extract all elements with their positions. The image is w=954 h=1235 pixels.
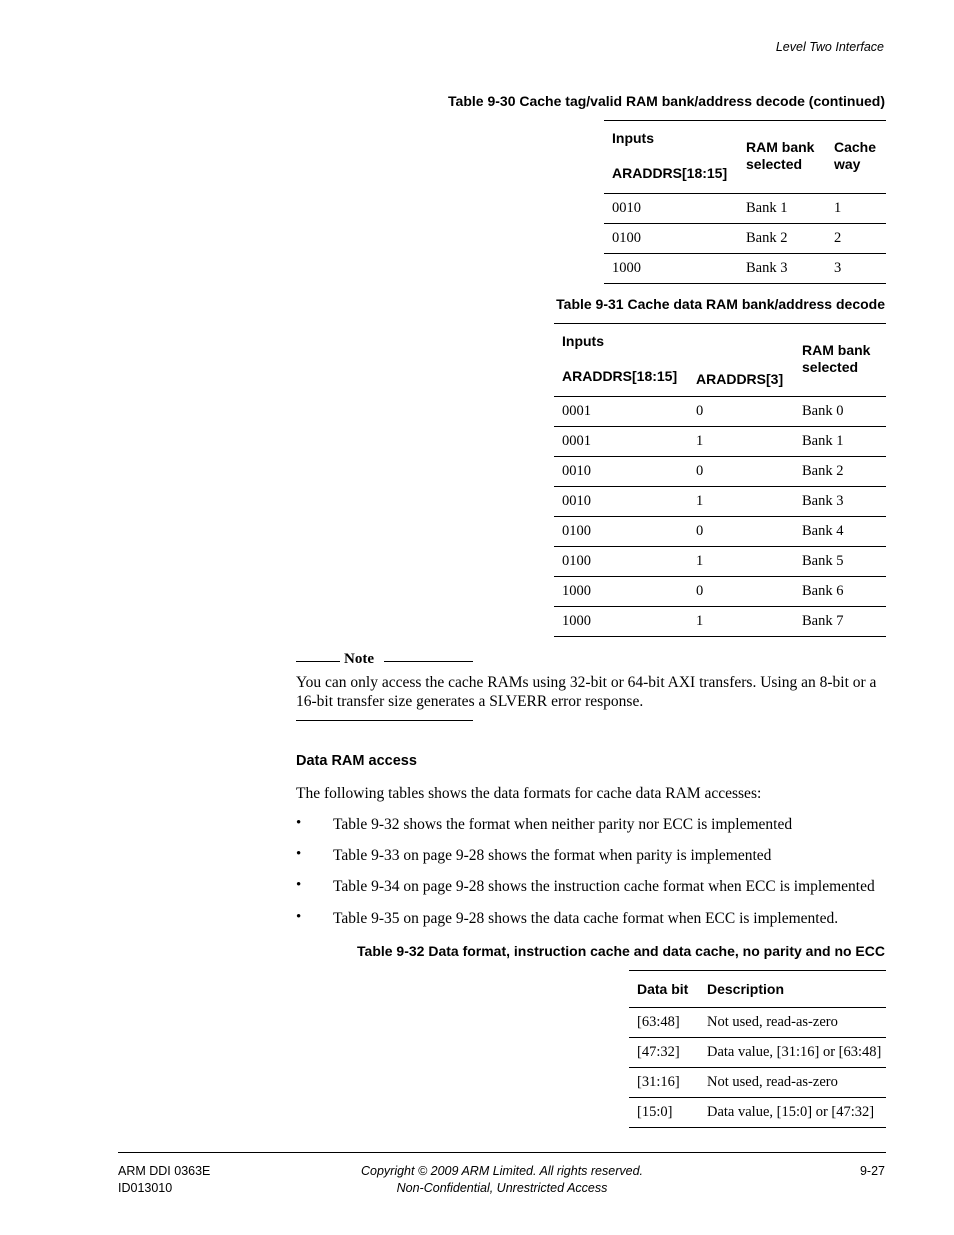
cell-bank: Bank 4 bbox=[794, 517, 886, 547]
cell-address: 1000 bbox=[554, 577, 688, 607]
footer-confidentiality: Non-Confidential, Unrestricted Access bbox=[396, 1181, 608, 1195]
table-9-31 bbox=[554, 323, 886, 637]
cell-way: 1 bbox=[826, 194, 886, 224]
header-group-label: Inputs bbox=[612, 130, 654, 146]
footer-doc-id: ID013010 bbox=[118, 1181, 173, 1195]
cell-address: 0100 bbox=[604, 224, 738, 254]
note-rule-bottom bbox=[296, 720, 473, 721]
cell-bank: Bank 2 bbox=[738, 224, 826, 254]
cell-bank: Bank 2 bbox=[794, 457, 886, 487]
bullet-text: Table 9-35 on page 9-28 shows the data cache format when ECC is implemented. bbox=[333, 910, 839, 927]
cell-description: Data value, [31:16] or [63:48] bbox=[699, 1038, 886, 1068]
footer-doc-number: ARM DDI 0363E bbox=[118, 1164, 211, 1178]
cell-bit3: 1 bbox=[688, 547, 794, 577]
cell-address: 0001 bbox=[554, 427, 688, 457]
note-rule-left bbox=[296, 661, 340, 662]
header-input-label: ARADDRS[18:15] bbox=[612, 165, 728, 181]
cell-bank: Bank 3 bbox=[738, 254, 826, 284]
table-row bbox=[629, 1098, 886, 1128]
table-row bbox=[554, 487, 886, 517]
table-9-32-caption: Table 9-32 Data format, instruction cache and data cache, no parity and no ECC bbox=[357, 943, 885, 959]
table-row bbox=[629, 1008, 886, 1038]
running-header: Level Two Interface bbox=[775, 40, 884, 54]
table-header-description: Description bbox=[707, 980, 785, 997]
table-row bbox=[554, 517, 886, 547]
cell-bit3: 0 bbox=[688, 577, 794, 607]
note-rule-right bbox=[384, 661, 473, 662]
cell-bit3: 0 bbox=[688, 397, 794, 427]
cell-address: 1000 bbox=[554, 607, 688, 637]
cell-address: 0001 bbox=[554, 397, 688, 427]
table-header-bank: RAM bank selected bbox=[802, 342, 871, 375]
footer-rule bbox=[118, 1152, 886, 1153]
table-header-data-bit: Data bit bbox=[637, 980, 689, 997]
table-header-input-bit3: ARADDRS[3] bbox=[696, 371, 784, 387]
bullet-marker: • bbox=[296, 877, 302, 893]
footer-doc-info bbox=[118, 1163, 210, 1197]
table-row bbox=[554, 607, 886, 637]
cell-bit3: 1 bbox=[688, 607, 794, 637]
cell-data-bit: [63:48] bbox=[629, 1008, 699, 1038]
cell-description: Not used, read-as-zero bbox=[699, 1068, 886, 1098]
cell-address: 0010 bbox=[554, 487, 688, 517]
cell-bank: Bank 1 bbox=[738, 194, 826, 224]
cell-address: 0100 bbox=[554, 547, 688, 577]
cell-address: 0010 bbox=[554, 457, 688, 487]
cell-description: Not used, read-as-zero bbox=[699, 1008, 886, 1038]
table-header-inputs bbox=[604, 121, 738, 194]
cell-bank: Bank 3 bbox=[794, 487, 886, 517]
table-row bbox=[604, 194, 886, 224]
table-9-31-caption: Table 9-31 Cache data RAM bank/address decode bbox=[556, 296, 885, 312]
cell-description: Data value, [15:0] or [47:32] bbox=[699, 1098, 886, 1128]
note-label: Note bbox=[344, 651, 374, 667]
cell-bank: Bank 6 bbox=[794, 577, 886, 607]
cell-bank: Bank 5 bbox=[794, 547, 886, 577]
cell-data-bit: [47:32] bbox=[629, 1038, 699, 1068]
footer-copyright: Copyright © 2009 ARM Limited. All rights reserved. bbox=[360, 1164, 643, 1178]
table-9-32 bbox=[629, 970, 886, 1128]
table-header-way: Cache way bbox=[834, 139, 877, 172]
cell-bank: Bank 1 bbox=[794, 427, 886, 457]
table-row bbox=[604, 224, 886, 254]
bullet-text: Table 9-32 shows the format when neither parity nor ECC is implemented bbox=[333, 816, 793, 833]
cell-way: 3 bbox=[826, 254, 886, 284]
cell-bit3: 0 bbox=[688, 457, 794, 487]
table-row bbox=[629, 1068, 886, 1098]
footer-page-number: 9-27 bbox=[859, 1164, 885, 1178]
table-row bbox=[554, 427, 886, 457]
header-input-label: ARADDRS[18:15] bbox=[562, 368, 678, 384]
table-row bbox=[604, 254, 886, 284]
cell-bit3: 1 bbox=[688, 487, 794, 517]
cell-data-bit: [31:16] bbox=[629, 1068, 699, 1098]
bullet-text: Table 9-34 on page 9-28 shows the instruction cache format when ECC is implemented bbox=[333, 878, 875, 895]
table-header-inputs bbox=[554, 324, 688, 397]
cell-bit3: 1 bbox=[688, 427, 794, 457]
section-intro: The following tables shows the data formats for cache data RAM accesses: bbox=[296, 785, 762, 802]
cell-data-bit: [15:0] bbox=[629, 1098, 699, 1128]
table-row bbox=[554, 457, 886, 487]
bullet-text: Table 9-33 on page 9-28 shows the format when parity is implemented bbox=[333, 847, 772, 864]
cell-bank: Bank 0 bbox=[794, 397, 886, 427]
table-row bbox=[629, 1038, 886, 1068]
bullet-marker: • bbox=[296, 846, 302, 862]
cell-address: 0010 bbox=[604, 194, 738, 224]
footer-legal bbox=[300, 1163, 704, 1197]
table-row bbox=[554, 547, 886, 577]
header-group-label: Inputs bbox=[562, 333, 604, 349]
table-header-bank: RAM bank selected bbox=[746, 139, 815, 172]
cell-bit3: 0 bbox=[688, 517, 794, 547]
cell-way: 2 bbox=[826, 224, 886, 254]
bullet-marker: • bbox=[296, 909, 302, 925]
note-text: You can only access the cache RAMs using 32-bit or 64-bit AXI transfers. Using an 8-bit or a 16-bit transfer size generates a SLVERR error response. bbox=[296, 674, 877, 710]
cell-bank: Bank 7 bbox=[794, 607, 886, 637]
table-row bbox=[554, 397, 886, 427]
table-9-30-caption: Table 9-30 Cache tag/valid RAM bank/address decode (continued) bbox=[448, 93, 885, 109]
table-9-30 bbox=[604, 120, 886, 284]
section-heading: Data RAM access bbox=[296, 753, 417, 769]
cell-address: 0100 bbox=[554, 517, 688, 547]
bullet-marker: • bbox=[296, 815, 302, 831]
cell-address: 1000 bbox=[604, 254, 738, 284]
table-row bbox=[554, 577, 886, 607]
